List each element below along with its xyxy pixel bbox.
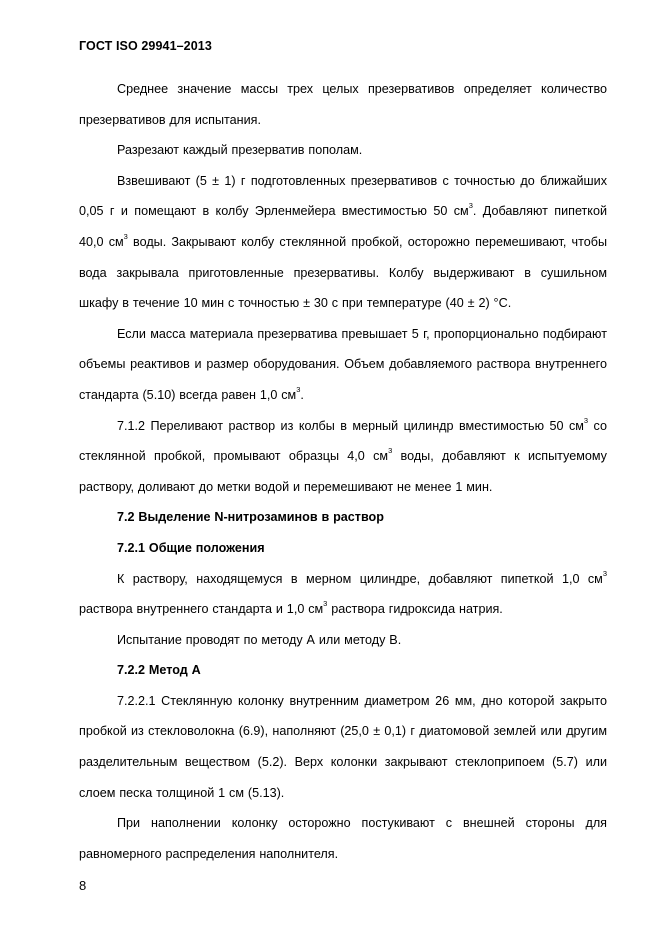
text-run: Взвешивают (5 ± 1) г подготовленных презервативов с точностью до ближайших 0,05 г и помещают в колбу Эрленмейера вместимостью 50 см <box>79 173 607 219</box>
superscript: 3 <box>602 568 607 578</box>
superscript: 3 <box>468 201 473 211</box>
text-run: . Добавляют пипеткой 40,0 см <box>79 204 607 249</box>
document-body <box>79 74 607 869</box>
paragraph: 7.2.2.1 Стеклянную колонку внутренним диаметром 26 мм, дно которой закрыто пробкой из стекловолокна (6.9), наполняют (25,0 ± 0,1) г диатомовой землей или другим разделительным веществом (5.2). Верх колонки закрывают стеклоприпоем (5.7) или слоем песка толщиной 1 см (5.13). <box>79 693 607 800</box>
text-run: раствора внутреннего стандарта и 1,0 см <box>79 602 324 617</box>
paragraph: При наполнении колонку осторожно постукивают с внешней стороны для равномерного распределения наполнителя. <box>79 816 607 861</box>
text-run: К раствору, находящемуся в мерном цилиндре, добавляют пипеткой 1,0 см <box>117 571 603 586</box>
paragraph <box>79 166 607 319</box>
paragraph: Среднее значение массы трех целых презервативов определяет количество презервативов для испытания. <box>79 82 607 127</box>
superscript: 3 <box>583 415 589 425</box>
paragraph: Разрезают каждый презерватив пополам. <box>117 143 363 158</box>
text-run: 7.1.2 Переливают раствор из колбы в мерный цилиндр вместимостью 50 см <box>117 418 584 433</box>
superscript: 3 <box>296 384 301 394</box>
superscript: 3 <box>323 599 328 609</box>
paragraph <box>79 411 607 503</box>
page-number: 8 <box>79 878 87 893</box>
paragraph <box>79 564 607 625</box>
text-run: раствора гидроксида натрия. <box>327 602 503 617</box>
superscript: 3 <box>123 231 128 241</box>
text-run: . <box>300 387 304 402</box>
paragraph: Испытание проводят по методу А или методу В. <box>117 632 402 647</box>
text-run: воды. Закрывают колбу стеклянной пробкой, осторожно перемешивают, чтобы вода закрывала приготовленные презервативы. Колбу выдерживают в сушильном шкафу в течение 10 мин с точностью ± 30 с при температуре (40 ± 2) °С. <box>79 234 607 311</box>
document-header: ГОСТ ISO 29941–2013 <box>79 39 212 53</box>
text-run: Если масса материала презерватива превышает 5 г, пропорционально подбирают объемы реактивов и размер оборудования. Объем добавляемого раствора внутреннего стандарта (5.10) всегда равен 1,0 см <box>79 326 607 402</box>
text-run: со стеклянной пробкой, промывают образцы 4,0 см <box>79 418 607 464</box>
text-run: воды, добавляют к испытуемому раствору, доливают до метки водой и перемешивают не менее 1 мин. <box>79 449 607 494</box>
superscript: 3 <box>388 446 393 456</box>
paragraph <box>79 319 607 411</box>
section-heading: 7.2 Выделение N-нитрозаминов в раствор <box>117 510 384 525</box>
subsection-heading: 7.2.1 Общие положения <box>117 540 265 555</box>
subsection-heading: 7.2.2 Метод А <box>117 663 201 678</box>
